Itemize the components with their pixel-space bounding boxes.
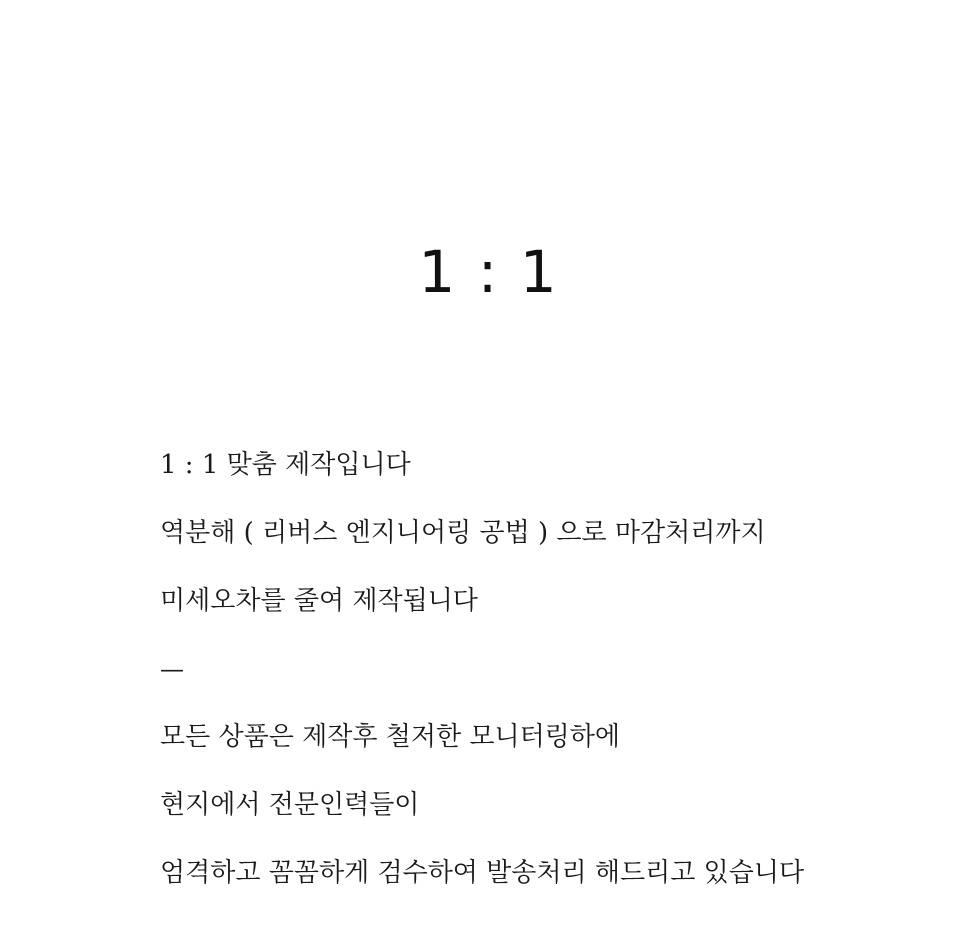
divider-dash: — [160, 655, 184, 683]
hero-title: 1 : 1 [418, 238, 559, 306]
description-line: 엄격하고 꼼꼼하게 검수하여 발송처리 해드리고 있습니다 [160, 858, 805, 888]
description-line: 미세오차를 줄여 제작됩니다 [160, 586, 478, 616]
description-lines [160, 444, 804, 920]
description-line: 역분해 ( 리버스 엔지니어링 공법 ) 으로 마감처리까지 [160, 518, 766, 548]
description-line: 모든 상품은 제작후 철저한 모니터링하에 [160, 722, 621, 752]
description-line: 1 : 1 맞춤 제작입니다 [160, 450, 411, 480]
description-line: 현지에서 전문인력들이 [160, 790, 420, 820]
